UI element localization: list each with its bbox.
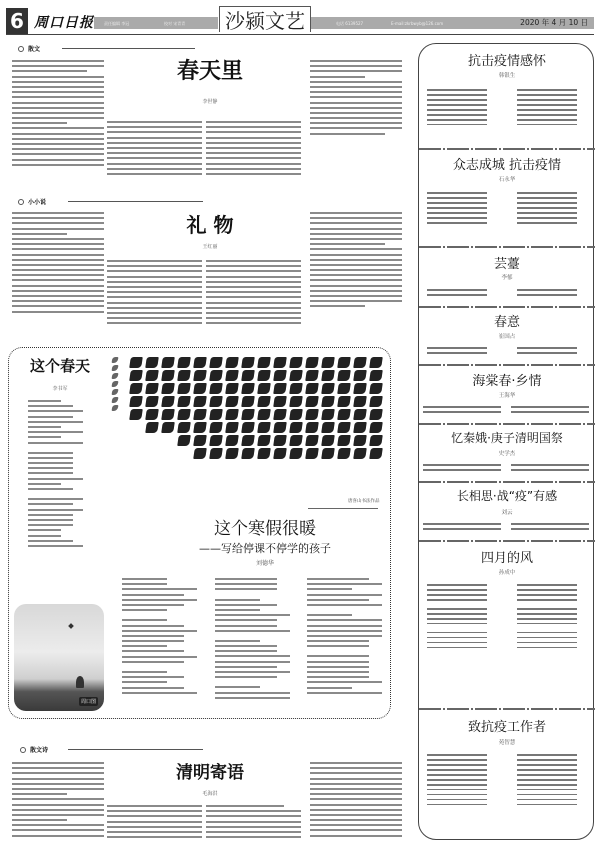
poem-title: 海棠春·乡情 [472,374,542,389]
article-author: 王红丽 [202,244,218,250]
poem-body-left [427,192,487,227]
poem-body-right [517,347,577,357]
article-body-column [310,60,402,138]
poem-body-left [423,464,501,474]
phone-info: 电话 6139527 [336,21,364,26]
article-body-column [107,805,202,841]
poem-divider [419,364,595,366]
poem-divider [419,423,595,425]
poem-body-right [511,523,589,533]
poem-title: 忆秦娥·庚子清明国祭 [451,431,563,445]
issue-date: 2020 年 4 月 10 日 [520,18,588,27]
page-number: 6 [6,8,28,34]
poetry-column-box [418,43,594,840]
masthead-info-bar-left [94,17,218,29]
circle-bullet-icon [18,199,24,205]
poem-body-left [423,406,501,416]
section-label-prose [18,44,40,53]
feature-author: 刘德华 [255,560,274,567]
poem-title: 致抗疫工作者 [467,720,546,735]
tree-icon [76,676,84,688]
poem-body-left [427,584,487,652]
article-body-column [107,121,202,178]
poem-body-column [215,578,290,702]
article-title: 清明寄语 [176,763,244,783]
poem-author: 王海华 [498,393,516,399]
poem-body-left [427,754,487,809]
poem-body-column [307,578,382,697]
kite-icon [68,623,74,629]
poem-body-right [517,754,577,809]
photo-badge: 周口图 [80,699,96,705]
section-label-text: 散文 [28,46,41,53]
poem-author: 李书军 [52,386,68,392]
article-body-column [12,212,104,316]
poem-divider [419,246,595,248]
poem-body-left [427,289,487,299]
poem-body-column [122,578,197,697]
article-body-column [12,60,104,169]
feature-subtitle: ——写给停课不停学的孩子 [199,542,331,555]
section-title: 沙颍文艺 [219,6,311,32]
poem-title: 四月的风 [480,551,533,566]
article-body-column [206,121,301,178]
poem-body [28,400,83,550]
poem-title: 长相思·战“疫”有感 [456,489,558,503]
poem-author: 孙成中 [498,570,516,576]
poem-author: 韩银生 [498,73,516,79]
poem-divider [419,306,595,308]
paper-name-logo: 周口日报 [34,15,94,31]
poem-title: 抗击疫情感怀 [467,54,546,69]
poem-body-right [517,89,577,129]
caption-rule [308,508,378,509]
email-info: E-mail:zkrbwyb@126.com [391,21,444,26]
poem-author: 史学杰 [498,451,516,457]
poem-author: 崔国占 [498,334,516,340]
article-body-column [107,260,202,327]
circle-bullet-icon [18,46,24,52]
poem-divider [419,481,595,483]
poem-body-right [511,464,589,474]
poem-body-right [517,289,577,299]
article-body-column [206,260,301,327]
section-label-text: 散文诗 [30,747,49,754]
poem-title: 芸薹 [493,257,520,272]
poem-body-right [511,406,589,416]
poem-divider [419,708,595,710]
article-author: 李世静 [202,99,218,105]
poem-author: 刘云 [501,510,513,516]
editor-info: 责任编辑 李冠 [104,21,130,26]
circle-bullet-icon [20,747,26,753]
masthead [6,8,594,34]
section-label-short-story [18,197,46,206]
masthead-rule [6,34,594,35]
poem-body-left [423,523,501,533]
poem-body-left [427,347,487,357]
section-rule [68,201,203,202]
section-rule [62,48,195,49]
section-label-prose-poem [20,745,48,754]
kite-field-photo [14,604,104,711]
calligraphy-artwork [108,357,380,477]
poem-author: 苑智慧 [498,740,516,746]
article-body-column [310,762,402,840]
poem-author: 石永华 [498,177,516,183]
poem-body-right [517,192,577,227]
article-body-column [206,805,301,841]
poem-title: 春意 [493,315,520,330]
poem-body-left [427,89,487,129]
section-label-text: 小小说 [28,199,47,206]
design-info: 校对 宋青青 [164,21,186,26]
poem-author: 李郁 [501,275,513,281]
poem-title: 这个春天 [29,357,90,375]
section-rule [68,749,203,750]
article-title: 春天里 [176,58,243,84]
poem-divider [419,148,595,150]
article-author: 毛海洪 [202,791,218,797]
article-body-column [310,212,402,311]
poem-title: 众志成城 抗击疫情 [452,158,562,173]
article-body-column [12,762,104,840]
poem-body-right [517,584,577,652]
poem-divider [419,540,595,542]
article-title: 礼 物 [186,213,234,237]
feature-title: 这个寒假很暖 [214,519,316,539]
calligraphy-caption: 唐喜山书法作品 [348,499,380,504]
